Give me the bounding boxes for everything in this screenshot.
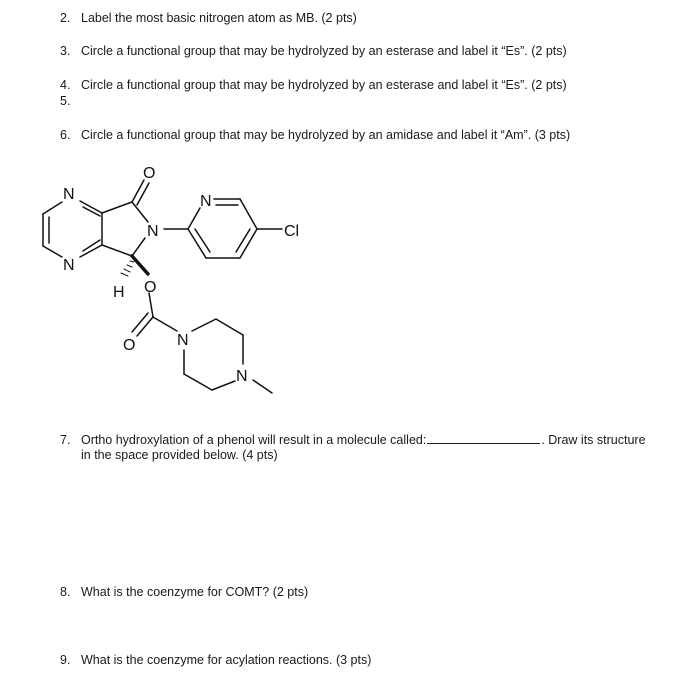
- bond: [240, 199, 257, 229]
- bond: [132, 180, 144, 202]
- question-text: Label the most basic nitrogen atom as MB. (2 pts): [81, 11, 357, 25]
- atom-label: O: [144, 279, 157, 296]
- question-text: What is the coenzyme for COMT? (2 pts): [81, 585, 309, 599]
- question-number: 6.: [60, 128, 71, 142]
- bond: [43, 246, 62, 257]
- atom-label: H: [113, 284, 125, 301]
- atom-label: O: [143, 165, 156, 182]
- bond: [192, 319, 216, 331]
- bond: [253, 380, 272, 393]
- answer-blank[interactable]: [427, 432, 540, 444]
- question-number: 8.: [60, 585, 71, 599]
- bond: [137, 183, 149, 205]
- hashed-bond: [121, 261, 134, 276]
- bond: [188, 208, 200, 229]
- question-text-part: Ortho hydroxylation of a phenol will result in a molecule called:: [81, 433, 427, 447]
- question-number: 7.: [60, 433, 71, 447]
- bond: [149, 293, 153, 317]
- question-number: 3.: [60, 44, 71, 58]
- bond: [240, 229, 257, 258]
- bond: [43, 202, 62, 214]
- question-7-line-2: in the space provided below. (4 pts): [81, 448, 278, 462]
- bond: [83, 207, 100, 216]
- bond: [216, 319, 243, 335]
- atom-label: N: [236, 368, 248, 385]
- bond: [236, 229, 250, 252]
- bond: [132, 238, 145, 256]
- question-text-part: . Draw its structure: [541, 433, 646, 447]
- question-number: 4.: [60, 78, 71, 92]
- question-text: What is the coenzyme for acylation reactions. (3 pts): [81, 653, 372, 667]
- bond: [102, 245, 132, 256]
- bond: [212, 381, 235, 390]
- bond: [195, 229, 210, 252]
- bond: [137, 317, 153, 336]
- question-number: 9.: [60, 653, 71, 667]
- question-text: Circle a functional group that may be hydrolyzed by an esterase and label it “Es”. (2 pts): [81, 78, 567, 92]
- atom-label: O: [123, 337, 136, 354]
- bond: [153, 317, 177, 331]
- atom-label: N: [200, 193, 212, 210]
- atom-label: N: [63, 186, 75, 203]
- bond: [132, 202, 148, 222]
- atom-label: N: [177, 332, 189, 349]
- bond: [83, 240, 100, 251]
- question-text: Circle a functional group that may be hydrolyzed by an esterase and label it “Es”. (2 pts): [81, 44, 567, 58]
- bond: [184, 374, 212, 390]
- bond: [102, 202, 132, 213]
- question-text: [81, 432, 646, 448]
- question-text: Circle a functional group that may be hydrolyzed by an amidase and label it “Am”. (3 pts): [81, 128, 571, 142]
- wedge-bond: [132, 256, 148, 274]
- question-number: 2.: [60, 11, 71, 25]
- atom-label: N: [63, 257, 75, 274]
- atom-label: N: [147, 223, 159, 240]
- atom-label: Cl: [284, 223, 300, 240]
- question-number: 5.: [60, 94, 71, 108]
- bond: [132, 313, 148, 332]
